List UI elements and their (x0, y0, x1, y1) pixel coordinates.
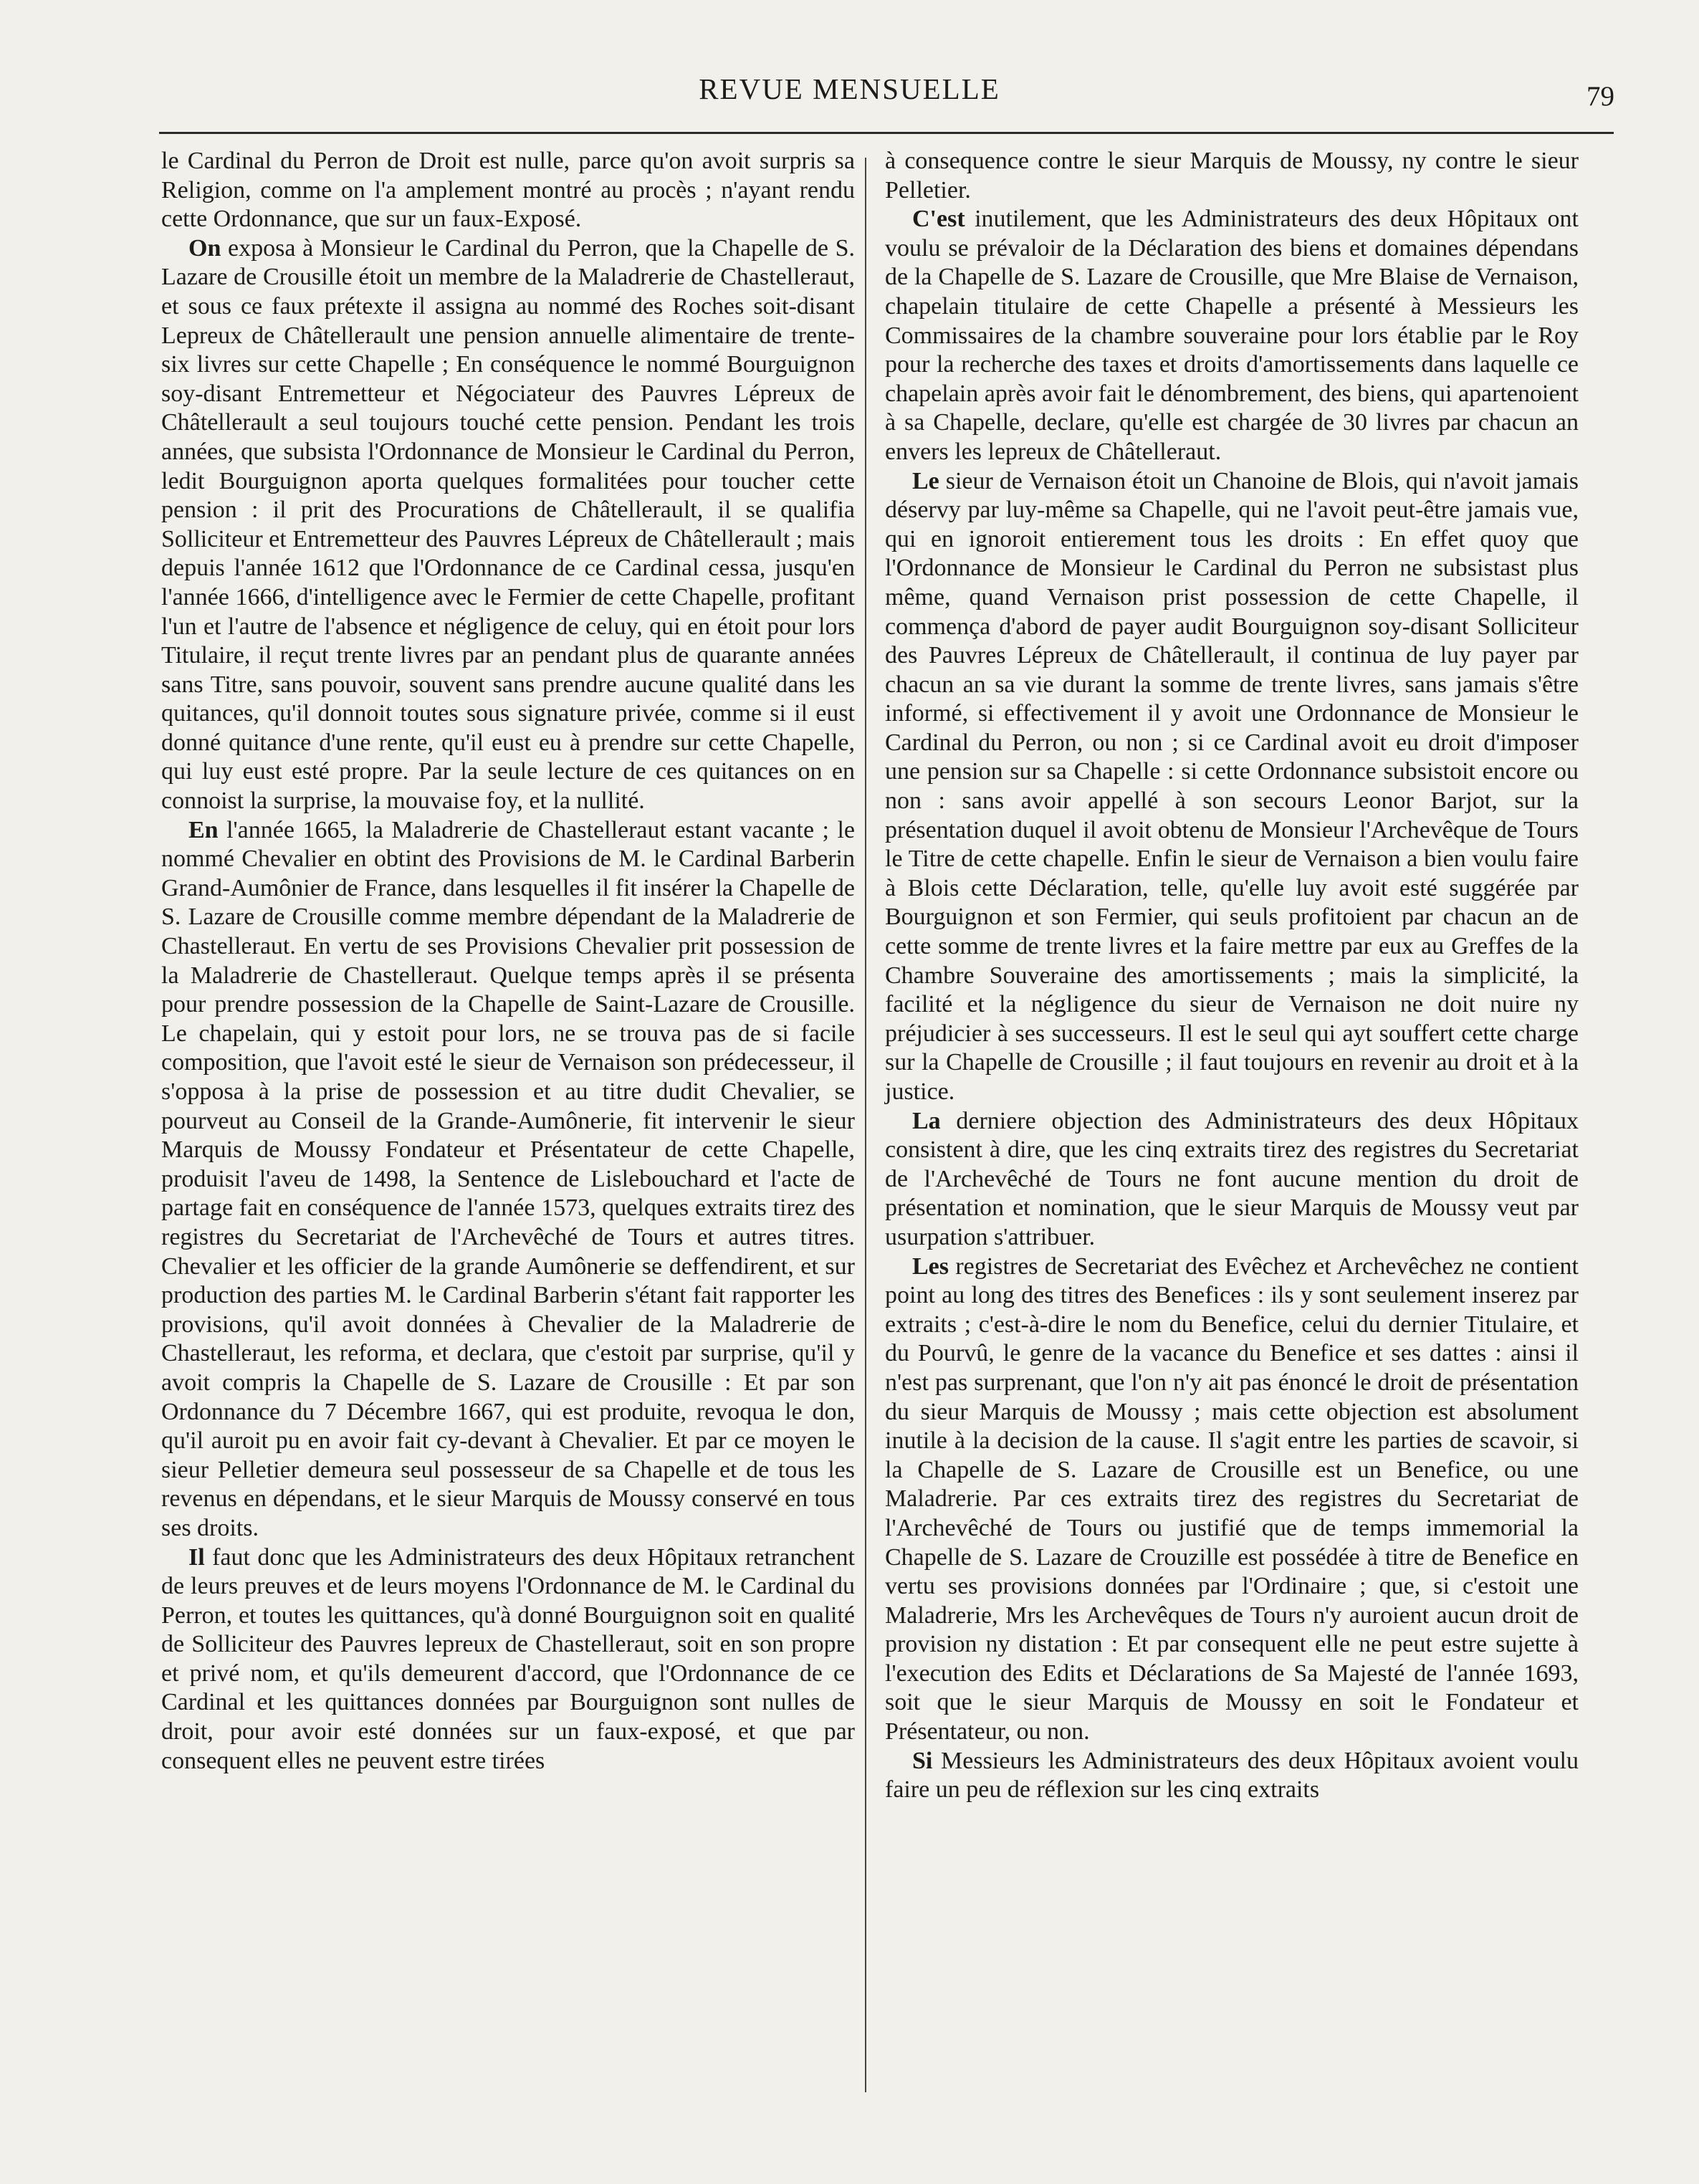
right-column (885, 147, 1579, 1805)
paragraph-lead: La (912, 1107, 941, 1134)
page-number: 79 (1586, 81, 1614, 112)
paragraph-lead: En (188, 816, 219, 843)
paragraph-text: sieur de Vernaison étoit un Chanoine de Blois, qui n'avoit jamais déservy par luy-même sa Chapelle, qui ne l'avoit peut-être jamais vue, qui en ignoroit entierement tous les droits : En effet quoy que l'Ordonnance de Monsieur le Cardinal du Perron ne subsistast plus même, quand Vernaison prist possession de cette Chapelle, il commença d'abord de payer audit Bourguignon soy-disant Solliciteur des Pauvres Lépreux de Châtellerault, il continua de luy payer par chacun an sa vie durant la somme de trente livres, sans jamais s'être informé, si effectivement il y avoit une Ordonnance de Monsieur le Cardinal du Perron, ou non ; si ce Cardinal avoit eu droit d'imposer une pension sur sa Chapelle : si cette Ordonnance subsistoit encore ou non : sans avoir appellé à son secours Leonor Barjot, sur la présentation duquel il avoit obtenu de Monsieur l'Archevêque de Tours le Titre de cette chapelle. Enfin le sieur de Vernaison a bien voulu faire à Blois cette Déclaration, telle, qu'elle luy avoit esté suggérée par Bourguignon et son Fermier, qui seuls profitoient par chacun an de cette somme de trente livres et la faire mettre par eux au Greffes de la Chambre Souveraine des amortissements ; mais la simplicité, la facilité et la négligence du sieur de Vernaison ne doit nuire ny préjudicier à ses successeurs. Il est le seul qui ayt souffert cette charge sur la Chapelle de Crousille ; il faut toujours en revenir au droit et à la justice. (885, 467, 1579, 1105)
paragraph-lead: On (188, 234, 221, 262)
paragraph (161, 1543, 855, 1776)
paragraph (161, 234, 855, 816)
paragraph-text: exposa à Monsieur le Cardinal du Perron, que la Chapelle de S. Lazare de Crousille étoit un membre de la Maladrerie de Chastelleraut, et sous ce faux prétexte il assigna au nommé des Roches soit-disant Lepreux de Châtellerault une pension annuelle alimentaire de trente-six livres sur cette Chapelle ; En conséquence le nommé Bourguignon soy-disant Entremetteur et Négociateur des Pauvres Lépreux de Châtellerault a seul toujours touché cette pension. Pendant les trois années, que subsista l'Ordonnance de Monsieur le Cardinal du Perron, ledit Bourguignon aporta quelques formalitées pour toucher cette pension : il prit des Procurations de Châtellerault, il se qualifia Solliciteur et Entremetteur des Pauvres Lépreux de Châtellerault ; mais depuis l'année 1612 que l'Ordonnance de ce Cardinal cessa, jusqu'en l'année 1666, d'intelligence avec le Fermier de cette Chapelle, profitant l'un et l'autre de l'absence et négligence de celuy, qui en étoit pour lors Titulaire, il reçut trente livres par an pendant plus de quarante années sans Titre, sans pouvoir, souvent sans prendre aucune qualité dans les quitances, qu'il donnoit toutes sous signature privée, comme si il eust donné quitance d'une rente, qu'il eust eu à prendre sur cette Chapelle, qui luy eust esté propre. Par la seule lecture de ces quitances on en connoist la surprise, la mouvaise foy, et la nullité. (161, 234, 855, 815)
paragraph (885, 1253, 1579, 1747)
paragraph (161, 147, 855, 234)
left-column (161, 147, 855, 1776)
column-divider (865, 158, 866, 2092)
paragraph-text: l'année 1665, la Maladrerie de Chastelleraut estant vacante ; le nommé Chevalier en obtint des Provisions de M. le Cardinal Barberin Grand-Aumônier de France, dans lesquelles il fit insérer la Chapelle de S. Lazare de Crousille comme membre dépendant de la Maladrerie de Chastelleraut. En vertu de ses Provisions Chevalier prit possession de la Maladrerie de Chastelleraut. Quelque temps après il se présenta pour prendre possession de la Chapelle de Saint-Lazare de Crousille. Le chapelain, qui y estoit pour lors, ne se trouva pas de si facile composition, que l'avoit esté le sieur de Vernaison son prédecesseur, il s'opposa à la prise de possession et au titre dudit Chevalier, se pourveut au Conseil de la Grande-Aumônerie, fit intervenir le sieur Marquis de Moussy Fondateur et Présentateur de cette Chapelle, produisit l'aveu de 1498, la Sentence de Lislebouchard et l'acte de partage fait en conséquence de l'année 1573, quelques extraits tirez des registres du Secretariat de l'Archevêché de Tours et autres titres. Chevalier et les officier de la grande Aumônerie se deffendirent, et sur production des parties M. le Cardinal Barberin s'étant fait rapporter les provisions, qu'il avoit données à Chevalier de la Maladrerie de Chastelleraut, les reforma, et declara, que c'estoit par surprise, qu'il y avoit compris la Chapelle de S. Lazare de Crousille : Et par son Ordonnance du 7 Décembre 1667, qui est produite, revoqua le don, qu'il auroit pu en avoir fait cy-devant à Chevalier. Et par ce moyen le sieur Pelletier demeura seul possesseur de sa Chapelle et de tous les revenus en dépendans, et le sieur Marquis de Moussy conservé en tous ses droits. (161, 816, 855, 1541)
header-rule (159, 132, 1614, 134)
paragraph-text: Messieurs les Administrateurs des deux Hôpitaux avoient voulu faire un peu de réflexion sur les cinq extraits (885, 1747, 1579, 1804)
paragraph (885, 1747, 1579, 1805)
paragraph (885, 147, 1579, 205)
paragraph (885, 1107, 1579, 1253)
paragraph-text: faut donc que les Administrateurs des deux Hôpitaux retranchent de leurs preuves et de leurs moyens l'Ordonnance de M. le Cardinal du Perron, et toutes les quittances, qu'à donné Bourguignon soit en qualité de Solliciteur des Pauvres lepreux de Chastelleraut, soit en son propre et privé nom, et qu'ils demeurent d'accord, que l'Ordonnance de ce Cardinal et les quittances données par Bourguignon sont nulles de droit, pour avoir esté données sur un faux-exposé, et que par consequent elles ne peuvent estre tirées (161, 1543, 855, 1774)
paragraph (885, 205, 1579, 466)
paragraph-lead: Les (912, 1253, 949, 1280)
paragraph-text: le Cardinal du Perron de Droit est nulle, parce qu'on avoit surpris sa Religion, comme on l'a amplement montré au procès ; n'ayant rendu cette Ordonnance, que sur un faux-Exposé. (161, 148, 855, 233)
paragraph-lead: Il (188, 1543, 205, 1571)
paragraph-text: inutilement, que les Administrateurs des deux Hôpitaux ont voulu se prévaloir de la Déclaration des biens et domaines dépendans de la Chapelle de S. Lazare de Crousille, que Mre Blaise de Vernaison, chapelain titulaire de cette Chapelle a présenté à Messieurs les Commissaires de la chambre souveraine pour lors établie par le Roy pour la recherche des taxes et droits d'amortissements dans laquelle ce chapelain après avoir fait le dénombrement, des biens, qui apartenoient à sa Chapelle, declare, qu'elle est chargée de 30 livres par chacun an envers les lepreux de Châtelleraut. (885, 206, 1579, 465)
paragraph-text: registres de Secretariat des Evêchez et Archevêchez ne contient point au long des titres des Benefices : ils y sont seulement inserez par extraits ; c'est-à-dire le nom du Benefice, celui du dernier Titulaire, et du Pourvû, le genre de la vacance du Benefice et ses dattes : ainsi il n'est pas surprenant, que l'on n'y ait pas énoncé le droit de présentation du sieur Marquis de Moussy ; mais cette objection est absolument inutile à la decision de la cause. Il s'agit entre les parties de scavoir, si la Chapelle de S. Lazare de Crousille est un Benefice, ou une Maladrerie. Par ces extraits tirez des registres du Secretariat de l'Archevêché de Tours ou justifié que de temps immemorial la Chapelle de S. Lazare de Crouzille est possédée à titre de Benefice en vertu ses provisions données par l'Ordinaire ; que, si c'estoit une Maladrerie, Mrs les Archevêques de Tours n'y auroient aucun droit de provision ny distation : Et par consequent elle ne peut estre sujette à l'execution des Edits et Déclarations de Sa Majesté de l'année 1693, soit que le sieur Marquis de Moussy en soit le Fondateur et Présentateur, ou non. (885, 1253, 1579, 1745)
paragraph-lead: Le (912, 467, 939, 494)
paragraph-text: à consequence contre le sieur Marquis de Moussy, ny contre le sieur Pelletier. (885, 148, 1579, 203)
paragraph (885, 467, 1579, 1107)
running-title: REVUE MENSUELLE (699, 72, 1000, 105)
paragraph-lead: C'est (912, 206, 965, 233)
paragraph-text: derniere objection des Administrateurs des deux Hôpitaux consistent à dire, que les cinq extraits tirez des registres du Secretariat de l'Archevêché de Tours ne font aucune mention du droit de présentation et nomination, que le sieur Marquis de Moussy veut par usurpation s'attribuer. (885, 1107, 1579, 1250)
paragraph-lead: Si (912, 1747, 933, 1774)
paragraph (161, 816, 855, 1543)
